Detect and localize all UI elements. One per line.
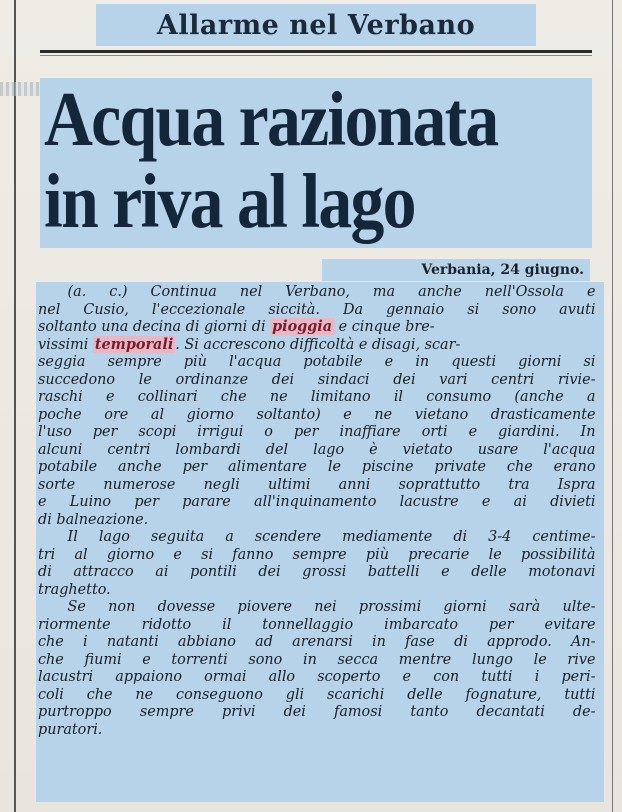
body-line: Il lago seguita a scendere mediamente di 3-4 centime-: [67, 528, 596, 545]
body-line: coli che ne conseguono gli scarichi delle fognature, tutti: [38, 685, 596, 703]
body-line: purtroppo sempre privi dei famosi tanto decantati de-: [38, 703, 596, 720]
body-line: riormente ridotto il tonnellaggio imbarcato per evitare: [38, 615, 596, 633]
keyword-pioggia: pioggia: [272, 318, 333, 335]
body-line: sorte numerose negli ultimi anni soprattutto tra Ispra: [38, 475, 596, 493]
dateline: Verbania, 24 giugno.: [421, 262, 584, 278]
body-line: seggia sempre più l'acqua potabile e in questi giorni si: [38, 353, 596, 370]
body-line: succedono le ordinanze dei sindaci dei vari centri rivie-: [38, 370, 596, 388]
body-line: alcuni centri lombardi del lago è vietato usare l'acqua: [38, 440, 596, 458]
body-line: di balneazione.: [38, 510, 149, 528]
body-line: Se non dovesse piovere nei prossimi giorni sarà ulte-: [67, 598, 596, 615]
divider-rule: [40, 50, 592, 53]
body-line: puratori.: [38, 720, 103, 738]
article-body: [38, 283, 604, 738]
body-line: poche ore al giorno soltanto) e ne vietano drasticamente: [38, 405, 596, 423]
body-line: tri al giorno e si fanno sempre più precarie le possibilità: [38, 545, 596, 563]
body-line: soltanto una decina di giorni di pioggia e cinque bre-: [38, 318, 435, 335]
body-line: che i natanti abbiano ad arenarsi in fase di approdo. An-: [38, 633, 596, 650]
headline: [44, 78, 530, 242]
body-line: e Luino per parare all'inquinamento lacustre e ai divieti: [38, 493, 596, 510]
headline-line-1: Acqua razionata: [44, 76, 498, 162]
kicker: Allarme nel Verbano: [156, 10, 476, 41]
body-line: l'uso per scopi irrigui o per inaffiare orti e giardini. In: [38, 423, 596, 440]
column-rule-right: [612, 0, 613, 812]
body-line: raschi e collinari che ne limitano il consumo (anche a: [38, 388, 596, 405]
keyword-temporali: temporali: [94, 335, 174, 353]
body-line: potabile anche per alimentare le piscine private che erano: [38, 458, 596, 475]
body-line: che fiumi e torrenti sono in secca mentre lungo le rive: [38, 650, 596, 668]
body-line: lacustri appaiono ormai allo scoperto e con tutti i peri-: [38, 668, 596, 685]
divider-rule-thin: [40, 55, 592, 56]
body-line: (a. c.) Continua nel Verbano, ma anche nell'Ossola e: [67, 283, 596, 300]
column-rule-left: [14, 0, 16, 812]
headline-line-2: in riva al lago: [44, 158, 415, 244]
body-line: traghetto.: [38, 580, 111, 598]
body-line: nel Cusio, l'eccezionale siccità. Da gennaio si sono avuti: [38, 300, 596, 318]
body-line: di attracco ai pontili dei grossi battelli e delle motonavi: [38, 563, 596, 580]
body-line: vissimi temporali . Si accrescono difficoltà e disagi, scar-: [38, 335, 461, 353]
